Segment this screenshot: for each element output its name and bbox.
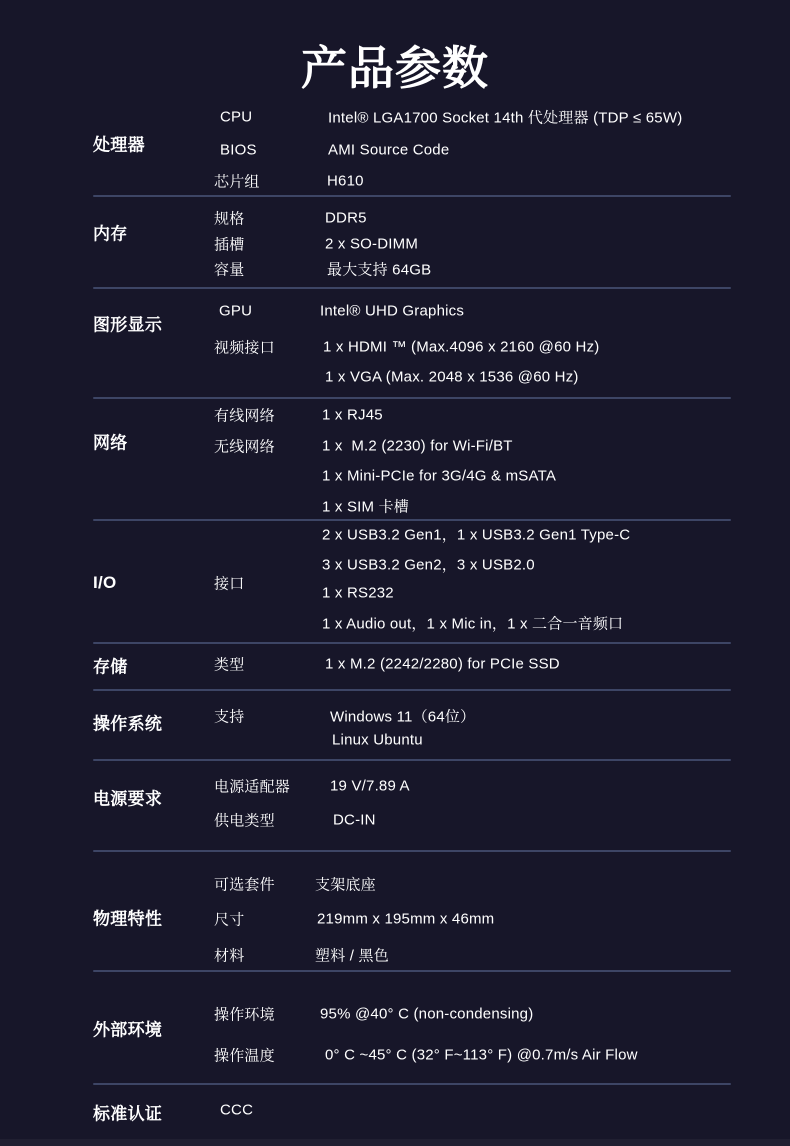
spec-value: 1 x SIM 卡槽 <box>322 498 410 516</box>
spec-value: 3 x USB3.2 Gen2，3 x USB2.0 <box>322 556 535 574</box>
spec-value: 1 x M.2 (2242/2280) for PCIe SSD <box>325 655 560 673</box>
section-divider <box>93 850 731 852</box>
category-memory: 内存 <box>93 224 128 244</box>
category-physical: 物理特性 <box>93 909 163 929</box>
spec-label: 操作温度 <box>214 1047 275 1065</box>
spec-label: 电源适配器 <box>214 778 291 796</box>
spec-label: 类型 <box>214 656 245 674</box>
spec-value: DC-IN <box>333 811 376 829</box>
spec-label: CPU <box>220 108 253 126</box>
spec-value: Linux Ubuntu <box>332 731 423 749</box>
spec-value: 最大支持 64GB <box>327 261 432 279</box>
page-bottom-strip <box>0 1139 790 1146</box>
spec-label: 有线网络 <box>214 407 275 425</box>
spec-value: DDR5 <box>325 209 367 227</box>
spec-label: 供电类型 <box>214 812 275 830</box>
spec-value: 1 x RJ45 <box>322 406 383 424</box>
spec-value: Intel® UHD Graphics <box>320 302 465 320</box>
section-divider <box>93 1083 731 1085</box>
spec-label: 容量 <box>214 261 245 279</box>
section-divider <box>93 287 731 289</box>
spec-value: 2 x USB3.2 Gen1，1 x USB3.2 Gen1 Type-C <box>322 526 631 544</box>
spec-label: 规格 <box>214 210 245 228</box>
category-certification: 标准认证 <box>93 1104 163 1124</box>
spec-label: 芯片组 <box>214 173 260 191</box>
spec-label: CCC <box>220 1101 254 1119</box>
spec-label: 视频接口 <box>214 339 275 357</box>
category-graphics: 图形显示 <box>93 315 163 335</box>
spec-label: 可选套件 <box>214 876 275 894</box>
spec-label: 支持 <box>214 708 245 726</box>
spec-value: 95% @40° C (non-condensing) <box>320 1005 534 1023</box>
spec-label: 材料 <box>214 947 245 965</box>
category-power: 电源要求 <box>93 789 163 809</box>
spec-value: 0° C ~45° C (32° F~113° F) @0.7m/s Air Flow <box>325 1046 638 1064</box>
spec-value: H610 <box>327 172 364 190</box>
spec-label: 尺寸 <box>214 911 245 929</box>
spec-value: 塑料 / 黑色 <box>315 947 389 965</box>
spec-label: 接口 <box>214 575 245 593</box>
spec-label: 插槽 <box>214 236 245 254</box>
spec-value: Intel® LGA1700 Socket 14th 代处理器 (TDP ≤ 65W) <box>328 109 683 127</box>
spec-label: BIOS <box>220 141 257 159</box>
spec-value: 1 x RS232 <box>322 584 394 602</box>
section-divider <box>93 519 731 521</box>
spec-value: 1 x Mini-PCIe for 3G/4G & mSATA <box>322 467 557 485</box>
spec-label: 操作环境 <box>214 1006 275 1024</box>
category-processor: 处理器 <box>93 135 145 155</box>
section-divider <box>93 970 731 972</box>
section-divider <box>93 759 731 761</box>
spec-value: 19 V/7.89 A <box>330 777 410 795</box>
category-environment: 外部环境 <box>93 1020 163 1040</box>
category-os: 操作系统 <box>93 714 163 734</box>
spec-value: AMI Source Code <box>328 141 450 159</box>
section-divider <box>93 195 731 197</box>
page-title: 产品参数 <box>301 42 489 94</box>
spec-value: 219mm x 195mm x 46mm <box>317 910 495 928</box>
spec-value: Windows 11（64位） <box>330 708 476 726</box>
category-storage: 存储 <box>93 657 128 677</box>
spec-value: 1 x M.2 (2230) for Wi-Fi/BT <box>322 437 513 455</box>
section-divider <box>93 642 731 644</box>
spec-value: 1 x Audio out，1 x Mic in，1 x 二合一音频口 <box>322 615 624 633</box>
section-divider <box>93 689 731 691</box>
spec-label: GPU <box>219 302 253 320</box>
spec-value: 2 x SO-DIMM <box>325 235 419 253</box>
section-divider <box>93 397 731 399</box>
category-io: I/O <box>93 573 117 592</box>
category-network: 网络 <box>93 433 128 453</box>
spec-value: 1 x VGA (Max. 2048 x 1536 @60 Hz) <box>325 368 579 386</box>
spec-label: 无线网络 <box>214 438 275 456</box>
spec-value: 1 x HDMI ™ (Max.4096 x 2160 @60 Hz) <box>323 338 600 356</box>
spec-value: 支架底座 <box>315 876 376 894</box>
